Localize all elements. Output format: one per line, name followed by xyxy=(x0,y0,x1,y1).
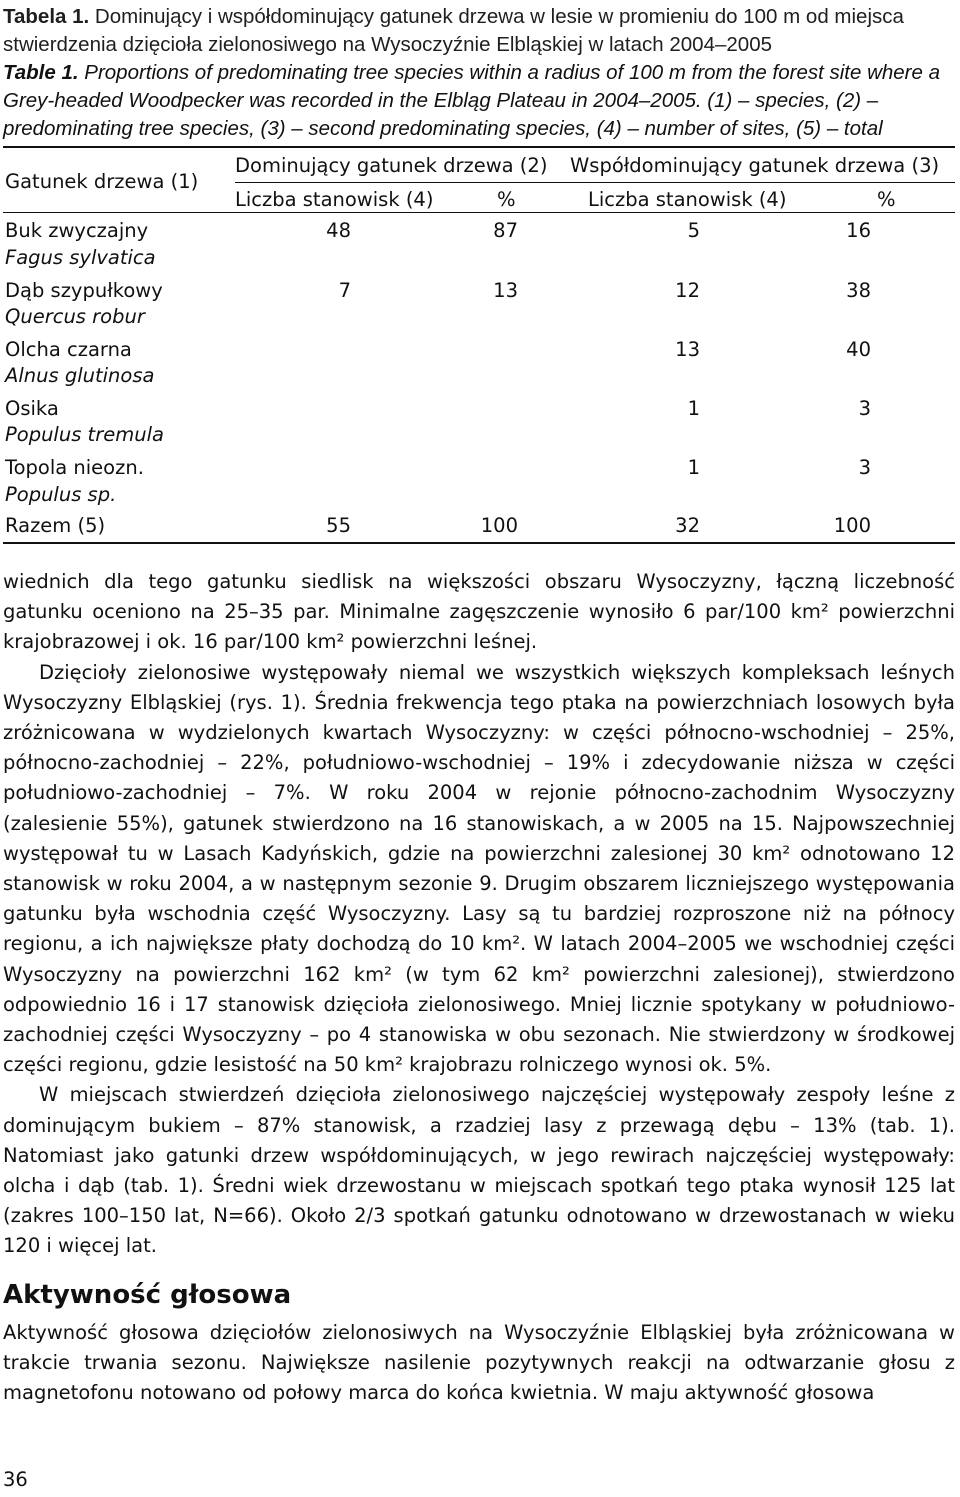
row-species-latin: Quercus robur xyxy=(5,305,145,328)
header-codominant: Współdominujący gatunek drzewa (3) xyxy=(570,154,940,177)
paragraph: W miejscach stwierdzeń dzięcioła zielonosiwego najczęściej występowały zespoły leśne z dominującym bukiem – 87% stanowisk, a rzadziej lasy z przewagą dębu – 13% (tab. 1). Natomiast jako gatunki drzew współdominujących, w jego rewirach najczęściej występowały: olcha i dąb (tab. 1). Średni wiek drzewostanu w miejscach spotkań tego ptaka wynosił 125 lat (zakres 100–150 lat, N=66). Około 2/3 spotkań gatunku odnotowano w drzewostanach w wieku 120 i więcej lat. xyxy=(3,1083,955,1258)
row-codom-pct: 40 xyxy=(846,338,871,361)
header-dom-sites: Liczba stanowisk (4) xyxy=(235,188,434,211)
row-dom-sites: 48 xyxy=(326,219,351,242)
total-codom-sites: 32 xyxy=(675,514,700,537)
row-species-pl: Topola nieozn. xyxy=(5,456,144,479)
header-bottom-rule xyxy=(3,212,955,213)
row-dom-pct: 87 xyxy=(493,219,518,242)
header-dominant: Dominujący gatunek drzewa (2) xyxy=(235,154,548,177)
caption-polish-text: Dominujący i współdominujący gatunek drzewa w lesie w promieniu do 100 m od miejsca stwierdzenia dzięcioła zielonosiwego na Wysoczyźnie Elbląskiej w latach 2004–2005 xyxy=(3,5,904,56)
section-heading: Aktywność głosowa xyxy=(3,1279,292,1310)
row-species-pl: Osika xyxy=(5,397,59,420)
total-dom-pct: 100 xyxy=(480,514,518,537)
header-dom-pct: % xyxy=(497,188,516,211)
caption-polish xyxy=(3,5,904,56)
row-codom-sites: 1 xyxy=(687,397,700,420)
row-species-latin: Alnus glutinosa xyxy=(5,364,155,387)
row-codom-sites: 5 xyxy=(687,219,700,242)
caption-polish-label: Tabela 1. xyxy=(3,5,90,28)
row-species-latin: Fagus sylvatica xyxy=(5,246,156,269)
row-codom-sites: 1 xyxy=(687,456,700,479)
row-codom-sites: 12 xyxy=(675,279,700,302)
paragraph: Aktywność głosowa dzięciołów zielonosiwych na Wysoczyźnie Elbląskiej była zróżnicowana w trakcie trwania sezonu. Największe nasilenie pozytywnych reakcji na odtwarzanie głosu z magnetofonu notowano od połowy marca do końca kwietnia. W maju aktywność głosowa xyxy=(3,1320,955,1405)
row-codom-sites: 13 xyxy=(675,338,700,361)
caption-english-label: Table 1. xyxy=(3,61,79,84)
header-species: Gatunek drzewa (1) xyxy=(5,170,199,193)
paragraph: wiednich dla tego gatunku siedlisk na większości obszaru Wysoczyzny, łączną liczebność gatunku oceniono na 25–35 par. Minimalne zagęszczenie wynosiło 6 par/100 km² powierzchni krajobrazowej i ok. 16 par/100 km² powierzchni leśnej. xyxy=(3,570,955,654)
total-dom-sites: 55 xyxy=(326,514,351,537)
header-codom-sites: Liczba stanowisk (4) xyxy=(588,188,787,211)
species-table xyxy=(3,146,955,544)
row-species-latin: Populus tremula xyxy=(5,423,164,446)
row-species-pl: Dąb szypułkowy xyxy=(5,279,163,302)
row-dom-sites: 7 xyxy=(338,279,351,302)
row-species-latin: Populus sp. xyxy=(5,483,117,506)
row-species-pl: Buk zwyczajny xyxy=(5,219,149,242)
row-codom-pct: 38 xyxy=(846,279,871,302)
row-codom-pct: 3 xyxy=(858,456,871,479)
header-rule xyxy=(235,182,955,183)
total-codom-pct: 100 xyxy=(833,514,871,537)
total-label: Razem (5) xyxy=(5,514,106,537)
caption-english xyxy=(3,61,940,140)
paragraph: Dzięcioły zielonosiwe występowały niemal we wszystkich większych kompleksach leśnych Wysoczyzny Elbląskiej (rys. 1). Średnia frekwencja tego ptaka na powierzchniach losowych była zróżnicowana w wydzielonych kwartach Wysoczyzny: w części północno-wschodniej – 25%, północno-zachodniej – 22%, południowo-wschodniej – 19% i zdecydowanie niższa w części południowo-zachodniej – 7%. W roku 2004 w rejonie północno-zachodnim Wysoczyzny (zalesienie 55%), gatunek stwierdzono na 16 stanowiskach, a w 2005 na 15. Najpowszechniej występował tu w Lasach Kadyńskich, gdzie na powierzchni zalesionej 30 km² odnotowano 12 stanowisk w roku 2004, a w następnym sezonie 9. Drugim obszarem liczniejszego występowania gatunku była wschodnia część Wysoczyzny. Lasy są tu bardziej rozproszone niż na północy regionu, a ich największe płaty dochodzą do 10 km². W latach 2004–2005 we wschodniej części Wysoczyzny na powierzchni 162 km² (w tym 62 km² powierzchni zalesionej), stwierdzono odpowiednio 16 i 17 stanowisk dzięcioła zielonosiwego. Mniej licznie spotykany w południowo-zachodniej części Wysoczyzny – po 4 stanowiska w obu sezonach. Nie stwierdzony w środkowej części regionu, gdzie lesistość na 50 km² krajobrazu rolniczego wynosi ok. 5%. xyxy=(3,660,955,1077)
body-text xyxy=(3,567,955,1408)
row-species-pl: Olcha czarna xyxy=(5,338,132,361)
header-codom-pct: % xyxy=(877,188,896,211)
caption-english-text: Proportions of predominating tree species within a radius of 100 m from the forest site where a Grey-headed Woodpecker was recorded in the Elbląg Plateau in 2004–2005. (1) – species, (2) – predominating tree species, (3) – second predominating species, (4) – number of sites, (5) – total xyxy=(3,61,941,140)
row-codom-pct: 3 xyxy=(858,397,871,420)
row-dom-pct: 13 xyxy=(493,279,518,302)
page-number: 36 xyxy=(3,1468,28,1491)
table-caption xyxy=(3,3,955,143)
row-codom-pct: 16 xyxy=(846,219,871,242)
